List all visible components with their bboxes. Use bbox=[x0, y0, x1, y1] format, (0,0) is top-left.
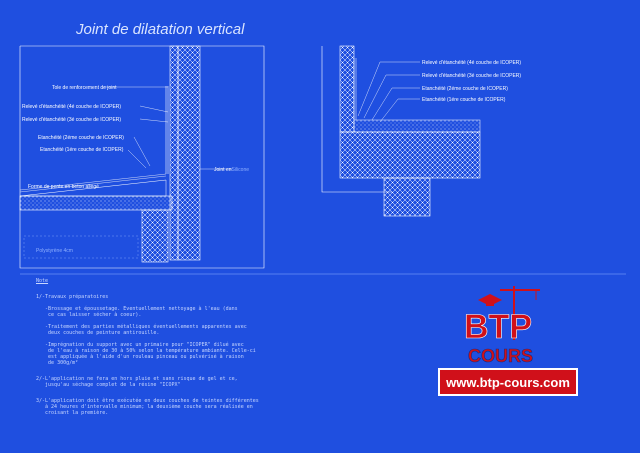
label-etanch2-left: Etanchéité (2éme couche de ICOPER) bbox=[38, 135, 124, 141]
logo-letters: BTP bbox=[464, 308, 532, 346]
right-waterproofing bbox=[354, 120, 480, 132]
notes-heading: Note bbox=[36, 278, 49, 284]
left-detail bbox=[20, 46, 264, 268]
left-column-2 bbox=[178, 46, 200, 260]
drawing-title: Joint de dilatation vertical bbox=[76, 21, 245, 38]
note-item-2: 2/-L'application ne fera en hors pluie et sans risque de gel et ce, jusqu'au séchage complet de la résine "ICOPX" bbox=[36, 376, 238, 388]
logo-url[interactable]: www.btp-cours.com bbox=[446, 374, 570, 390]
logo-brand: COURS bbox=[468, 346, 534, 366]
left-column-1 bbox=[170, 46, 178, 260]
label-releve3-right: Relevé d'étanchéité (3é couche de ICOPER) bbox=[422, 73, 522, 79]
left-slab bbox=[20, 196, 172, 210]
note-item-3: 3/-L'application doit être exécutée en deux couches de teintes différentes à 24 heures d'intervalle minimum; la deuxième couche sera réalisée en croisant la première. bbox=[36, 398, 259, 416]
right-detail bbox=[322, 46, 521, 216]
label-releve4-left: Relevé d'étanchéité (4é couche de ICOPER) bbox=[22, 104, 122, 110]
note-item-1c: -Imprégnation du support avec un primaire pour "ICOPER" dilué avec de l'eau à raison de 30 à 50% selon la température ambiante. Celle-ci est appliquée à l'aide d'un rouleau pinceau ou pulvérisé à raison de 300g/m² bbox=[45, 342, 256, 366]
note-item-1b: -Traitement des parties métalliques éventuellements apparentes avec deux couches de peinture antirouille. bbox=[45, 324, 247, 336]
label-polystyrene: Polystyrène 4cm bbox=[36, 248, 73, 254]
label-forme: Forme de pente en beton allégé bbox=[28, 184, 99, 190]
right-slab bbox=[340, 132, 480, 178]
label-etanch1-right: Etanchéité (1ére couche de ICOPER) bbox=[422, 97, 506, 103]
right-lower-block bbox=[384, 178, 430, 216]
label-releve3-left: Relevé d'étanchéité (3é couche de ICOPER) bbox=[22, 117, 122, 123]
right-column bbox=[340, 46, 354, 132]
btp-cours-logo bbox=[464, 286, 540, 366]
label-joint: Joint enSilicone bbox=[214, 167, 250, 173]
left-hatch-block bbox=[142, 210, 168, 262]
logo-url-box[interactable] bbox=[438, 368, 578, 396]
label-tole: Tole de renforcement de joint bbox=[52, 85, 117, 91]
label-etanch2-right: Etanchéité (2éme couche de ICOPER) bbox=[422, 86, 508, 92]
note-item-1: 1/-Travaux préparatoires bbox=[36, 294, 109, 300]
note-item-1a: -Brossage et époussetage. Eventuellement nettoyage à l'eau (dans ce cas laisser sécher à coeur). bbox=[45, 306, 238, 318]
label-etanch1-left: Etanchéité (1ére couche de ICOPER) bbox=[40, 147, 124, 153]
polystyrene-layer bbox=[24, 236, 138, 258]
label-releve4-right: Relevé d'étanchéité (4é couche de ICOPER) bbox=[422, 60, 522, 66]
